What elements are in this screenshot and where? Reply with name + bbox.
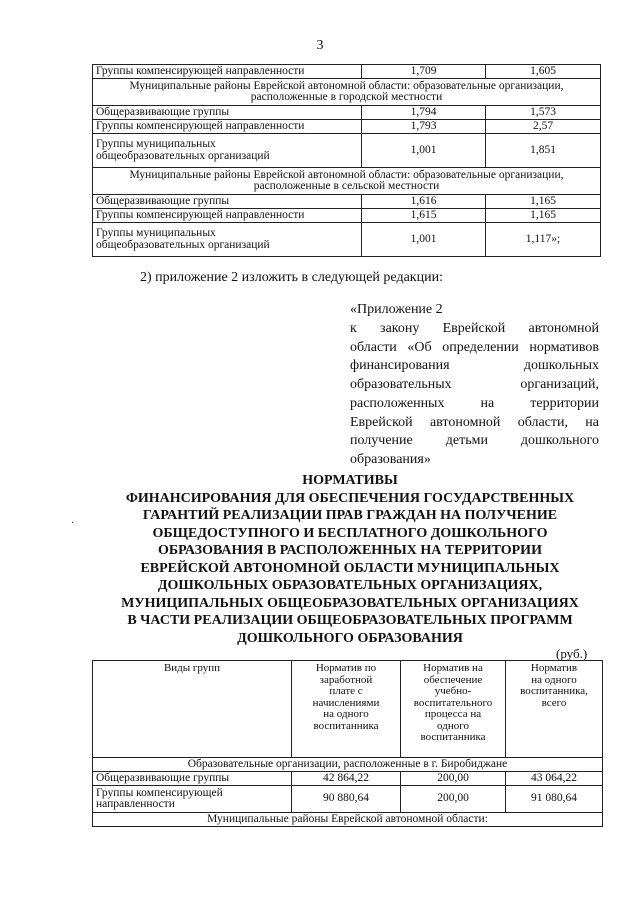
header-line: заработной: [319, 673, 373, 686]
appendix-line: расположенных на территории: [350, 395, 599, 411]
norms-table: [92, 660, 603, 827]
appendix-line: области «Об определении нормативов: [350, 339, 599, 355]
group-line: Группы муниципальных: [96, 138, 216, 150]
heading-line: ОБРАЗОВАНИЯ В РАСПОЛОЖЕННЫХ НА ТЕРРИТОРИИ: [158, 543, 542, 558]
group-cell: Группы компенсирующей направленности: [93, 65, 362, 79]
group-cell: [93, 223, 362, 257]
group-line: Группы муниципальных: [96, 227, 216, 239]
value-cell: 2,57: [486, 120, 601, 134]
group-cell: Общеразвивающие группы: [93, 106, 362, 120]
value-cell: 91 080,64: [506, 786, 603, 813]
value-cell: 1,793: [362, 120, 486, 134]
section-line: Муниципальные районы Еврейской автономной области: образовательные организации,: [129, 168, 564, 181]
appendix-line: образовательных организаций,: [350, 377, 599, 392]
header-line: воспитательного: [413, 696, 493, 709]
column-header: [93, 661, 292, 758]
group-line: Группы компенсирующей: [96, 786, 223, 799]
value-cell: 1,165: [486, 195, 601, 209]
value-cell: 1,001: [362, 223, 486, 257]
group-line: общеобразовательных организаций: [96, 238, 270, 251]
value-cell: 90 880,64: [292, 786, 401, 813]
group-cell: Группы компенсирующей направленности: [93, 209, 362, 223]
group-cell: Общеразвивающие группы: [93, 195, 362, 209]
heading-line: ГАРАНТИЙ РЕАЛИЗАЦИИ ПРАВ ГРАЖДАН НА ПОЛУЧЕНИЕ: [142, 508, 558, 523]
amendment-clause: 2) приложение 2 изложить в следующей редакции:: [140, 270, 443, 285]
header-line: обеспечение: [423, 673, 483, 686]
group-cell: Группы компенсирующей направленности: [93, 120, 362, 134]
heading-line: ЕВРЕЙСКОЙ АВТОНОМНОЙ ОБЛАСТИ МУНИЦИПАЛЬНЫХ: [140, 560, 560, 576]
group-line: общеобразовательных организаций: [96, 149, 270, 162]
column-header: [401, 661, 506, 758]
group-cell: [93, 786, 292, 813]
value-cell: 42 864,22: [292, 772, 401, 786]
appendix-line: к закону Еврейской автономной: [350, 320, 599, 336]
header-line: процесса на: [424, 708, 482, 721]
table-row: [93, 223, 601, 257]
header-row: [93, 661, 603, 758]
section-cell: Образовательные организации, расположенные в г. Биробиджане: [93, 758, 603, 772]
value-cell: 200,00: [401, 772, 506, 786]
section-line: Муниципальные районы Еврейской автономной области: образовательные организации,: [129, 79, 564, 92]
header-line: на одного: [531, 673, 577, 686]
heading-line: ДОШКОЛЬНОГО ОБРАЗОВАНИЯ: [237, 630, 463, 646]
value-cell: 1,573: [486, 106, 601, 120]
currency-unit: (руб.): [556, 646, 588, 661]
value-cell: 1,709: [362, 65, 486, 79]
value-cell: 200,00: [401, 786, 506, 813]
header-line: плате с: [329, 685, 363, 698]
table-row: [93, 65, 601, 79]
value-cell: 1,605: [486, 65, 601, 79]
heading-line: ДОШКОЛЬНЫХ ОБРАЗОВАТЕЛЬНЫХ ОРГАНИЗАЦИЯХ,: [157, 578, 543, 593]
group-line: направленности: [96, 798, 175, 810]
section-row: [93, 813, 603, 827]
appendix-line: получение детьми дошкольного: [350, 433, 599, 449]
appendix-line: «Приложение 2: [350, 302, 443, 317]
section-row: [93, 79, 601, 106]
section-row: [93, 758, 603, 772]
appendix-line: Еврейской автономной области, на: [350, 414, 599, 430]
coefficients-table: [92, 64, 601, 257]
section-line: расположенные в сельской местности: [253, 180, 440, 192]
value-cell: 1,616: [362, 195, 486, 209]
stray-mark: ·: [71, 518, 75, 529]
column-header: [292, 661, 401, 758]
heading-line: В ЧАСТИ РЕАЛИЗАЦИИ ОБЩЕОБРАЗОВАТЕЛЬНЫХ ПРОГРАММ: [127, 613, 573, 628]
column-header: [506, 661, 603, 758]
header-line: воспитанника: [420, 731, 486, 744]
value-cell: 1,851: [486, 134, 601, 168]
table-row: [93, 209, 601, 223]
heading-line: ФИНАНСИРОВАНИЯ ДЛЯ ОБЕСПЕЧЕНИЯ ГОСУДАРСТВЕННЫХ: [125, 490, 575, 506]
header-line: воспитанника,: [520, 685, 588, 698]
header-line: воспитанника: [313, 719, 379, 732]
header-line: одного: [437, 719, 469, 732]
header-line: Норматив на: [423, 662, 483, 674]
table-row: [93, 106, 601, 120]
section-line: расположенные в городской местности: [250, 91, 443, 103]
section-row: [93, 168, 601, 195]
table-row: [93, 786, 603, 813]
value-cell: 1,117»;: [486, 223, 601, 257]
document-heading: [86, 472, 614, 647]
table-row: [93, 120, 601, 134]
value-cell: 1,615: [362, 209, 486, 223]
appendix-reference: [350, 301, 599, 470]
heading-line: НОРМАТИВЫ: [302, 473, 398, 488]
section-cell: [93, 168, 601, 195]
header-line: Норматив по: [315, 662, 377, 674]
page-number: 3: [316, 38, 324, 53]
header-line: всего: [541, 696, 567, 709]
value-cell: 1,794: [362, 106, 486, 120]
section-cell: [93, 79, 601, 106]
value-cell: 43 064,22: [506, 772, 603, 786]
header-line: Норматив: [530, 662, 578, 674]
group-line: Общеразвивающие группы: [96, 771, 230, 784]
group-cell: [93, 772, 292, 786]
header-line: учебно-: [434, 685, 472, 698]
value-cell: 1,001: [362, 134, 486, 168]
appendix-line: финансирования дошкольных: [350, 358, 599, 374]
heading-line: ОБЩЕДОСТУПНОГО И БЕСПЛАТНОГО ДОШКОЛЬНОГО: [152, 525, 548, 541]
header-line: на одного: [323, 708, 369, 721]
header-line: начислениями: [312, 696, 380, 709]
appendix-line: образования»: [350, 452, 431, 467]
table-row: [93, 772, 603, 786]
table-row: [93, 195, 601, 209]
header-line: Виды групп: [163, 662, 221, 674]
section-cell: Муниципальные районы Еврейской автономной области:: [93, 813, 603, 827]
heading-line: МУНИЦИПАЛЬНЫХ ОБЩЕОБРАЗОВАТЕЛЬНЫХ ОРГАНИЗАЦИЯХ: [121, 595, 579, 611]
group-cell: [93, 134, 362, 168]
value-cell: 1,165: [486, 209, 601, 223]
table-row: [93, 134, 601, 168]
